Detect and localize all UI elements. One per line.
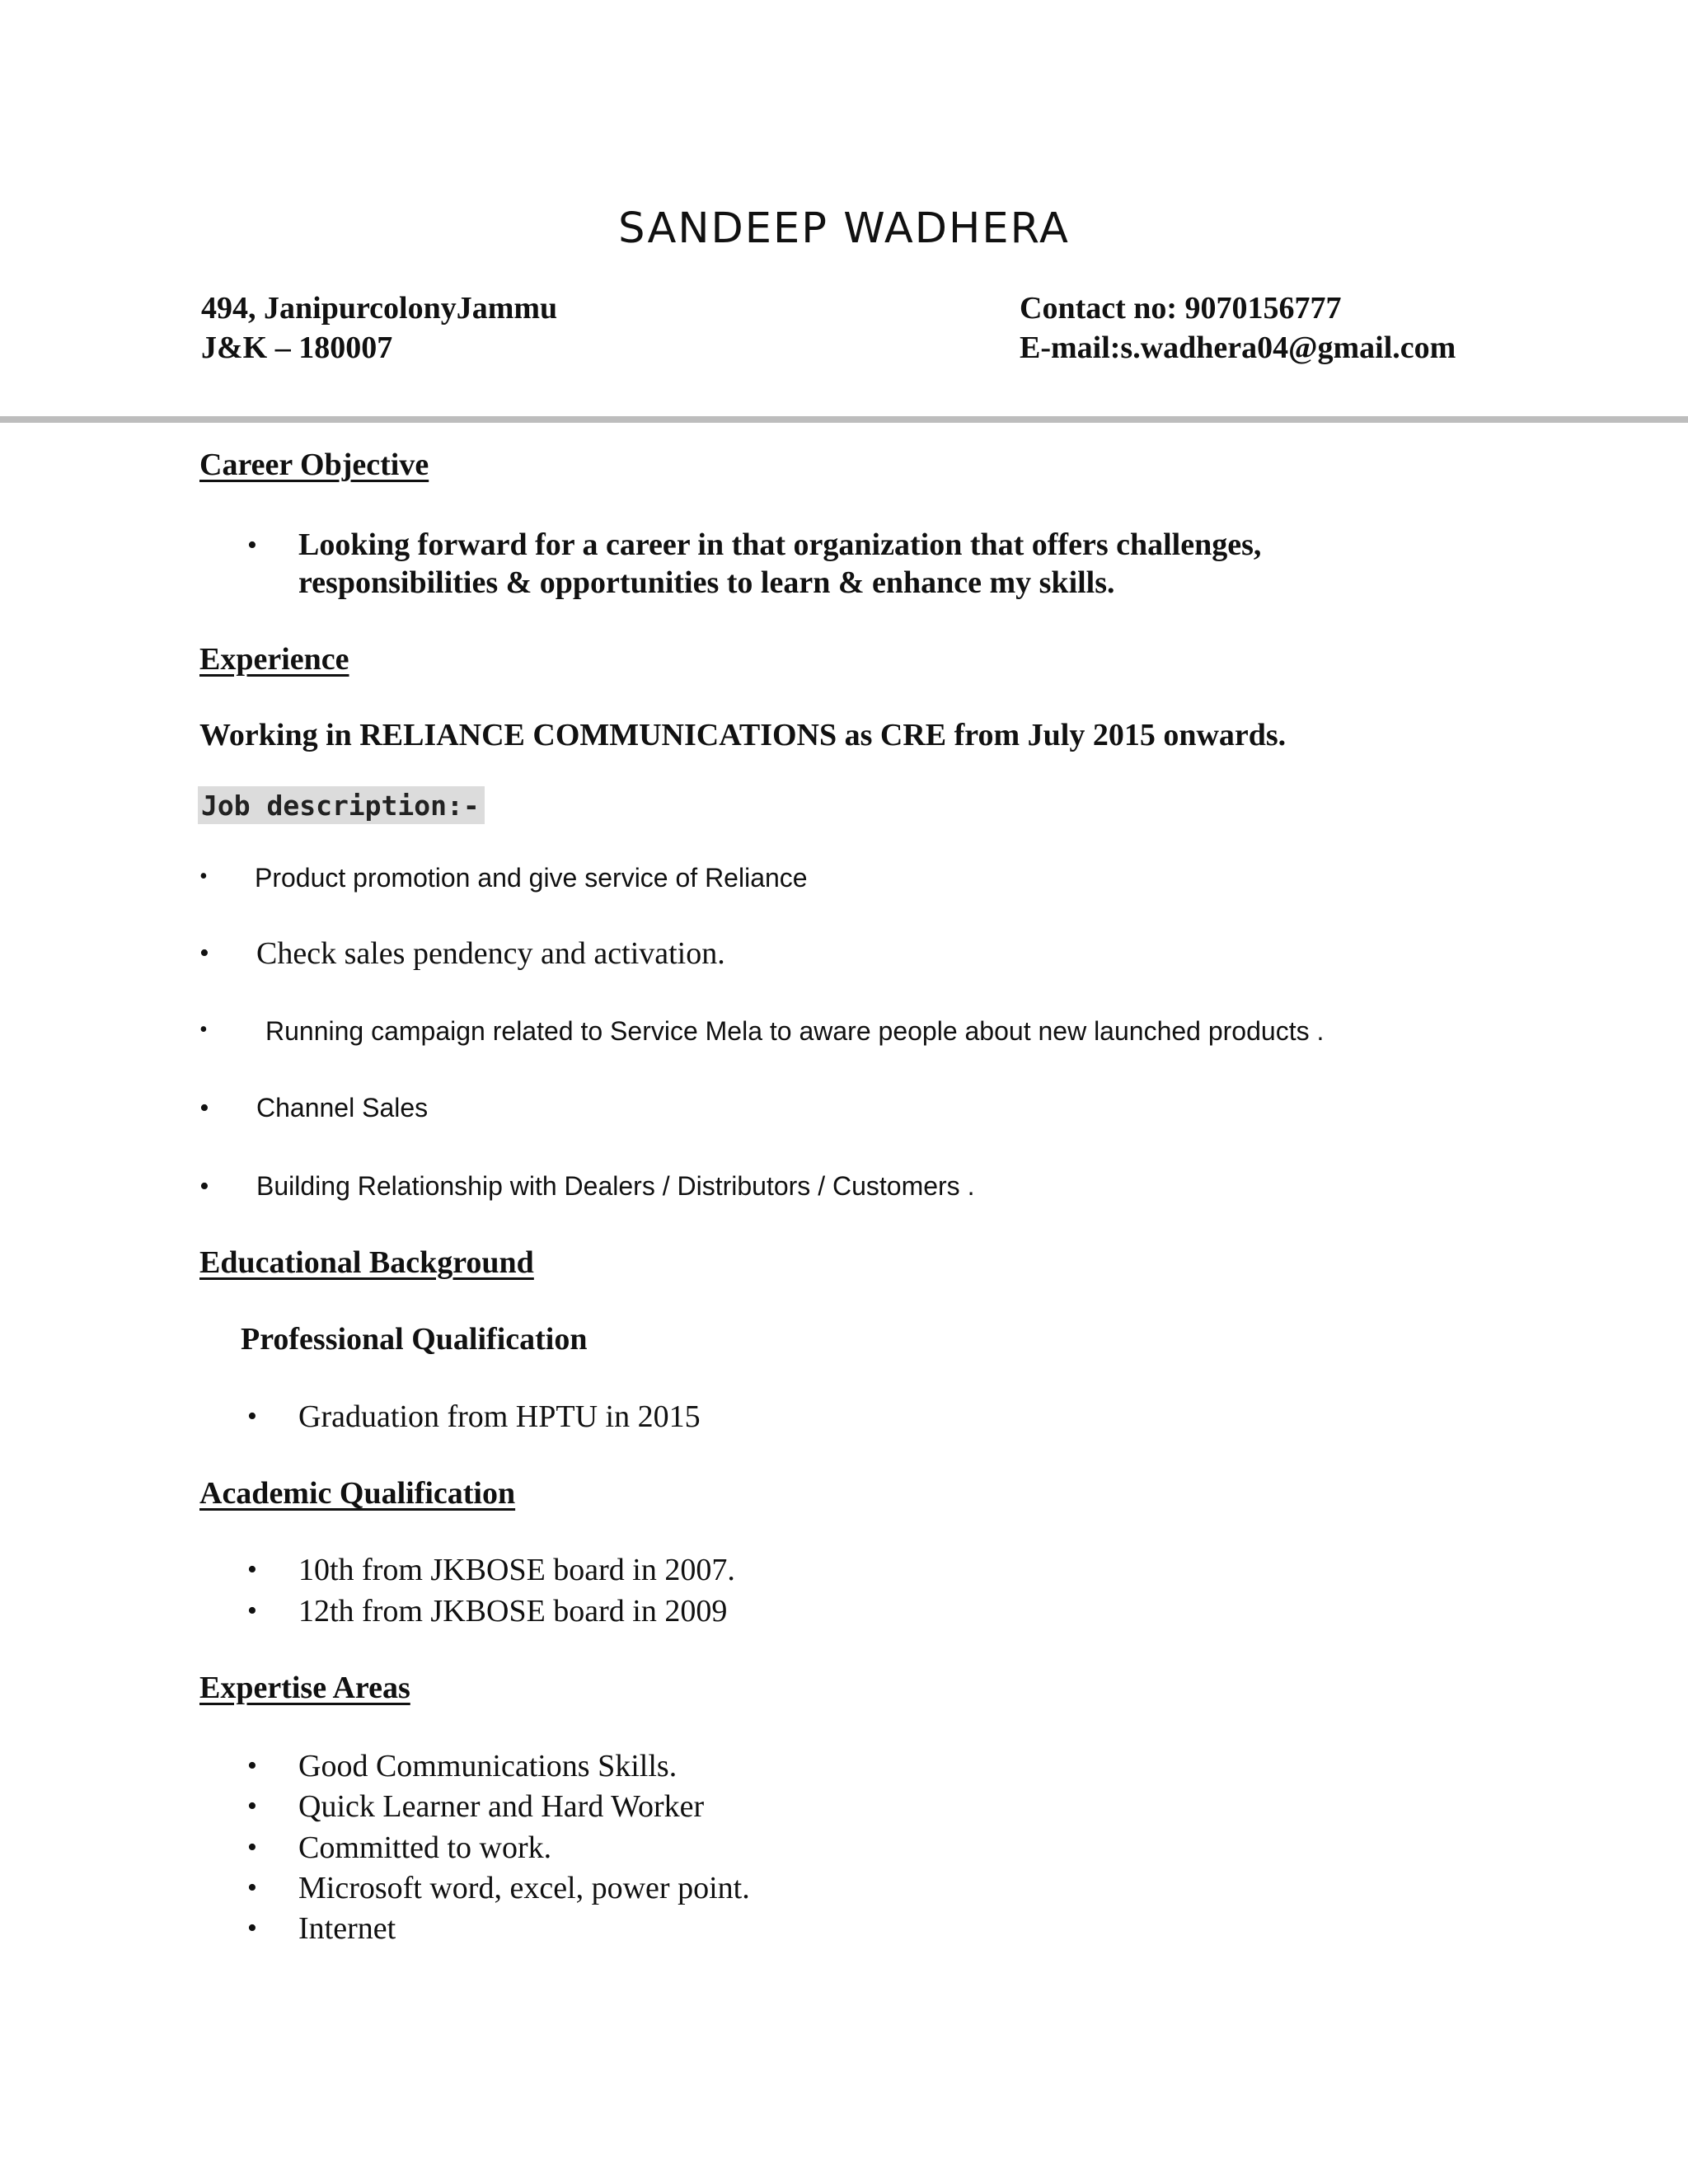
academic-item: 12th from JKBOSE board in 2009 [298,1594,728,1629]
bullet-icon: • [247,1791,257,1821]
candidate-name: SANDEEP WADHERA [618,204,1070,253]
bullet-icon: • [247,1596,257,1626]
job-item: Product promotion and give service of Reliance [255,863,808,893]
professional-item: Graduation from HPTU in 2015 [298,1399,701,1434]
bullet-icon: • [199,864,208,889]
bullet-icon: • [247,1872,257,1903]
bullet-icon: • [247,1401,257,1432]
bullet-icon: • [199,1017,208,1043]
objective-line-2: responsibilities & opportunities to learn & enhance my skills. [298,565,1115,600]
expertise-item: Committed to work. [298,1830,552,1865]
academic-heading: Academic Qualification [199,1476,516,1511]
job-item: Building Relationship with Dealers / Distributors / Customers . [256,1171,975,1201]
bullet-icon: • [199,1171,209,1202]
bullet-icon: • [247,530,257,560]
expertise-item: Microsoft word, excel, power point. [298,1871,750,1905]
bullet-icon: • [199,938,209,968]
job-item: Running campaign related to Service Mela to aware people about new launched products . [265,1016,1325,1046]
expertise-heading: Expertise Areas [199,1671,410,1705]
professional-qualification-heading: Professional Qualification [241,1322,588,1357]
education-heading: Educational Background [199,1245,534,1280]
header-divider [0,416,1688,423]
address-line-2: J&K – 180007 [201,330,393,365]
bullet-icon: • [247,1750,257,1781]
objective-line-1: Looking forward for a career in that organization that offers challenges, [298,527,1262,562]
bullet-icon: • [247,1554,257,1585]
expertise-item: Internet [298,1911,396,1946]
expertise-item: Good Communications Skills. [298,1749,678,1783]
bullet-icon: • [199,1093,209,1123]
academic-item: 10th from JKBOSE board in 2007. [298,1553,735,1587]
expertise-item: Quick Learner and Hard Worker [298,1789,705,1824]
job-item: Channel Sales [256,1093,429,1122]
experience-heading: Experience [199,642,349,677]
experience-statement: Working in RELIANCE COMMUNICATIONS as CRE from July 2015 onwards. [199,718,1287,752]
career-objective-heading: Career Objective [199,448,429,482]
job-item: Check sales pendency and activation. [256,936,725,971]
contact-phone: Contact no: 9070156777 [1020,291,1342,326]
bullet-icon: • [247,1832,257,1863]
contact-email: E-mail:s.wadhera04@gmail.com [1020,330,1456,365]
bullet-icon: • [247,1913,257,1943]
address-line-1: 494, JanipurcolonyJammu [201,291,558,326]
job-description-label: Job description:- [198,786,485,824]
